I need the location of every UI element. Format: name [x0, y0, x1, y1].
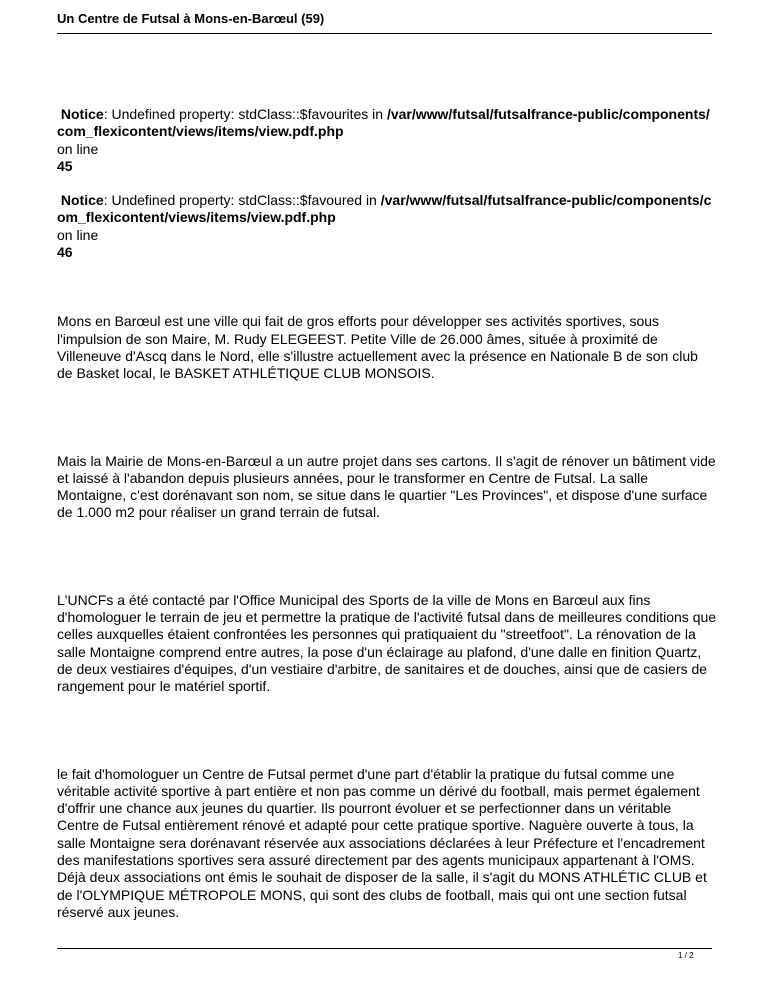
php-notice [57, 192, 717, 261]
footer-divider [57, 948, 712, 949]
notice-path: /var/www/futsal/futsalfrance-public/components/com_flexicontent/views/items/view.pdf.php [57, 106, 710, 140]
paragraph-project: Mais la Mairie de Mons-en-Barœul a un autre projet dans ses cartons. Il s'agit de rénover un bâtiment vide et laissé à l'abandon depuis plusieurs années, pour le transformer en Centre de Futsal. La salle Montaigne, c'est dorénavant son nom, se situe dans le quartier "Les Provinces", et dispose d'une surface de 1.000 m2 pour réaliser un grand terrain de futsal. [57, 452, 716, 521]
paragraph-uncfs: L'UNCFs a été contacté par l'Office Municipal des Sports de la ville de Mons en Barœul aux fins d'homologuer le terrain de jeu et permettre la pratique de l'activité futsal dans de meilleures conditions que celles auxquelles étaient confrontées les personnes qui pratiquaient du "streetfoot". La rénovation de la salle Montaigne comprend entre autres, la pose d'un éclairage au plafond, d'une dalle en finition Quartz, de deux vestiaires d'équipes, d'un vestiaire d'arbitre, de sanitaires et de douches, ainsi que de casiers de rangement pour le matériel sportif. [57, 591, 717, 695]
notice-line-label: on line [57, 226, 99, 243]
notice-label: Notice [60, 192, 104, 209]
page-number: 1 / 2 [678, 951, 694, 960]
document-title: Un Centre de Futsal à Mons-en-Barœul (59) [57, 11, 325, 26]
notice-line-label: on line [57, 140, 99, 157]
notice-message: : Undefined property: stdClass::$favoured in [103, 192, 381, 209]
notice-line-number: 45 [57, 157, 73, 174]
header-divider [57, 33, 712, 34]
notice-line-number: 46 [57, 244, 73, 261]
notice-path: /var/www/futsal/futsalfrance-public/components/com_flexicontent/views/items/view.pdf.php [57, 192, 712, 226]
notice-message: : Undefined property: stdClass::$favourites in [103, 106, 387, 122]
paragraph-intro: Mons en Barœul est une ville qui fait de gros efforts pour développer ses activités sportives, sous l'impulsion de son Maire, M. Rudy ELEGEEST. Petite Ville de 26.000 âmes, située à proximité de Villeneuve d'Ascq dans le Nord, elle s'illustre actuellement avec la présence en Nationale B de son club de Basket local, le BASKET ATHLÉTIQUE CLUB MONSOIS. [57, 313, 698, 382]
document-body [57, 106, 717, 921]
php-notice [57, 106, 717, 175]
paragraph-homologation: le fait d'homologuer un Centre de Futsal permet d'une part d'établir la pratique du futsal comme une véritable activité sportive à part entière et non pas comme un dérivé du football, mais permet également d'offrir une chance aux jeunes du quartier. Ils pourront évoluer et se perfectionner dans un véritable Centre de Futsal entièrement rénové et adapté pour cette pratique sportive. Naguère ouverte à tous, la salle Montaigne sera dorénavant réservée aux associations déclarées à leur Préfecture et l'encadrement des manifestations sportives sera assuré directement par des agents municipaux appartenant à l'OMS. Déjà deux associations ont émis le souhait de disposer de la salle, il s'agit du MONS ATHLÉTIC CLUB et de l'OLYMPIQUE MÉTROPOLE MONS, qui sont des clubs de football, mais qui ont une section futsal réservé aux jeunes. [57, 765, 707, 920]
notice-label: Notice [60, 106, 104, 122]
